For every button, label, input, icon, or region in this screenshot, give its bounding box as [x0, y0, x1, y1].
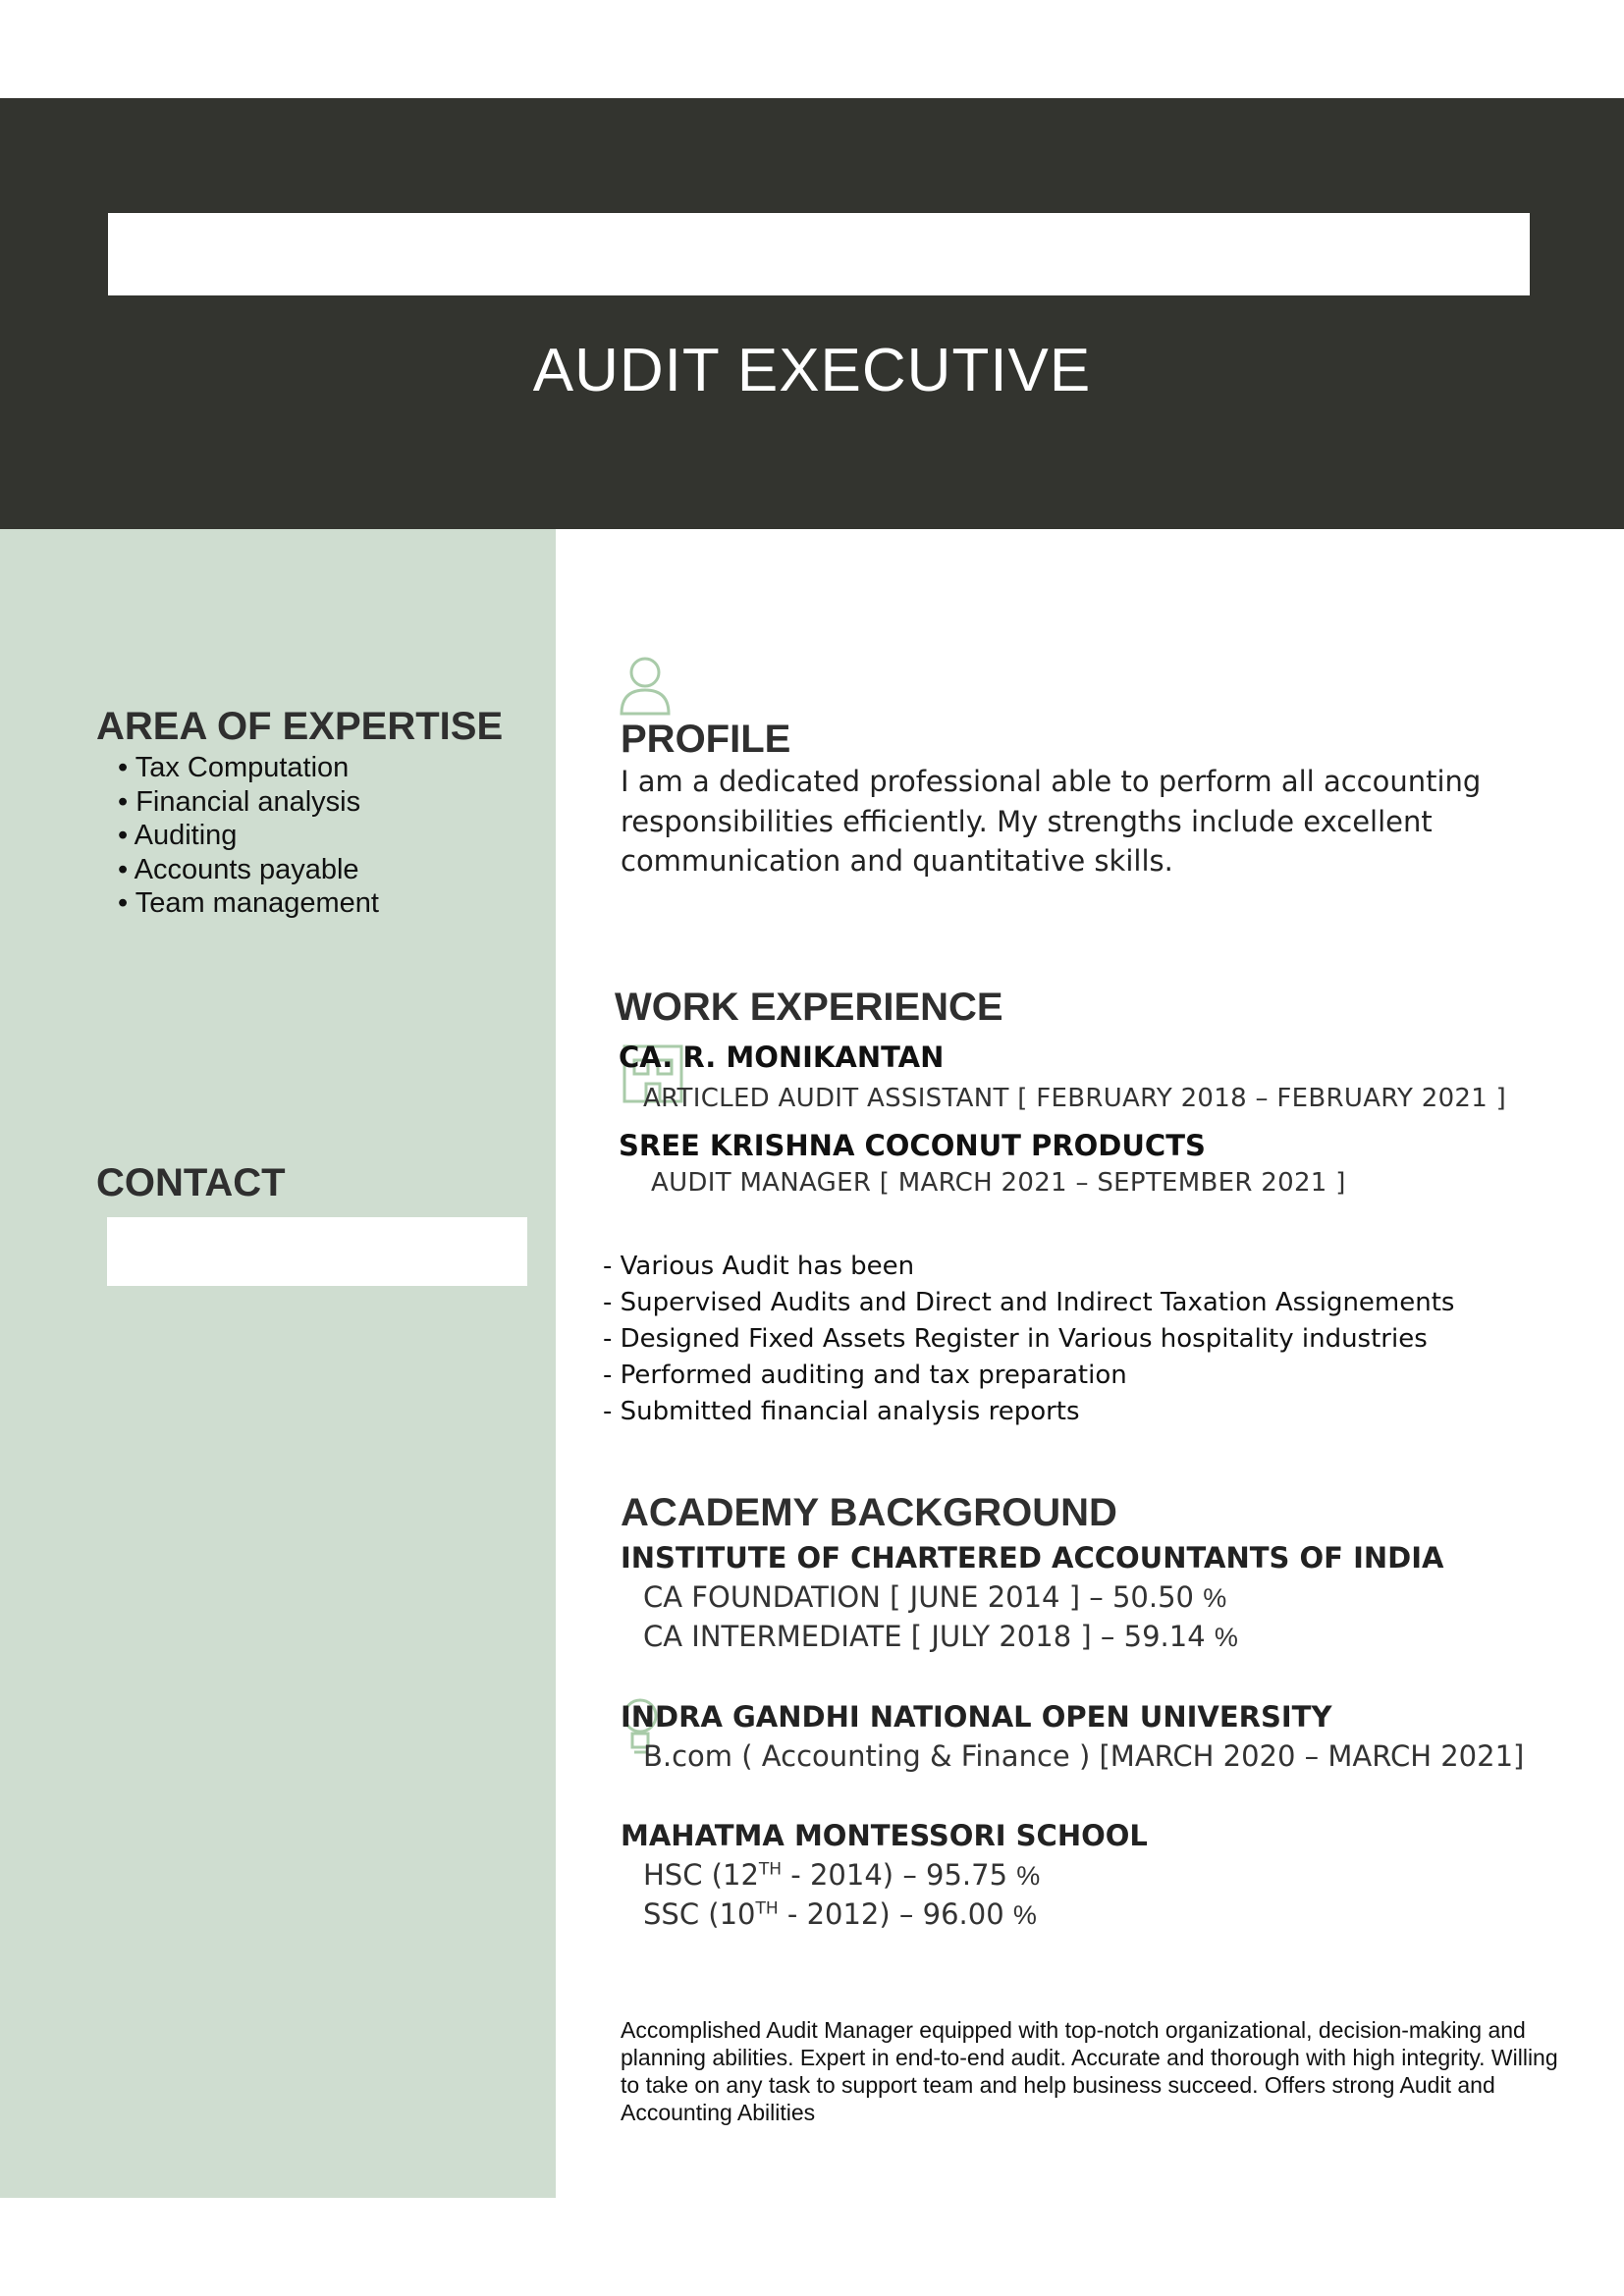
institution-name: INSTITUTE OF CHARTERED ACCOUNTANTS OF INDIA — [621, 1541, 1444, 1575]
academy-heading: ACADEMY BACKGROUND — [621, 1491, 1117, 1534]
employer-name: CA. R. MONIKANTAN — [619, 1041, 945, 1074]
list-item: • Tax Computation — [118, 752, 350, 783]
institution-name: MAHATMA MONTESSORI SCHOOL — [621, 1819, 1148, 1852]
list-item: - Supervised Audits and Direct and Indirect Taxation Assignements — [603, 1288, 1455, 1317]
qualification: HSC (12TH - 2014) – 95.75 % — [643, 1858, 1041, 1892]
contact-heading: CONTACT — [96, 1161, 286, 1204]
qualification: CA INTERMEDIATE [ JULY 2018 ] – 59.14 % — [643, 1620, 1238, 1653]
summary-text: Accomplished Audit Manager equipped with top-notch organizational, decision-making and planning abilities. Expert in end-to-end audit. Accurate and thorough with high integrity. Willing to take on any task to support team and help business succeed. Offers strong Audit and Accounting Abilities — [621, 2017, 1558, 2125]
list-item: • Auditing — [118, 820, 238, 851]
person-icon — [617, 653, 674, 718]
list-item: • Accounts payable — [118, 853, 359, 885]
list-item: - Submitted financial analysis reports — [603, 1397, 1080, 1426]
list-item: - Performed auditing and tax preparation — [603, 1361, 1127, 1390]
name-redaction-box — [108, 213, 1530, 295]
header-band — [0, 98, 1624, 529]
work-experience-heading: WORK EXPERIENCE — [615, 986, 1003, 1029]
list-item: - Designed Fixed Assets Register in Various hospitality industries — [603, 1324, 1428, 1354]
qualification: SSC (10TH - 2012) – 96.00 % — [643, 1897, 1037, 1931]
profile-heading: PROFILE — [621, 718, 791, 761]
job-role: ARTICLED AUDIT ASSISTANT [ FEBRUARY 2018 – FEBRUARY 2021 ] — [643, 1084, 1507, 1113]
employer-name: SREE KRISHNA COCONUT PRODUCTS — [619, 1129, 1206, 1162]
expertise-heading: AREA OF EXPERTISE — [96, 705, 504, 748]
list-item: - Various Audit has been — [603, 1252, 915, 1281]
expertise-list — [118, 751, 379, 921]
contact-redaction-box — [107, 1217, 527, 1286]
list-item: • Team management — [118, 887, 379, 919]
profile-text: I am a dedicated professional able to perform all accounting responsibilities efficiently. My strengths include excellent communication and quantitative skills. — [621, 765, 1482, 878]
job-title: AUDIT EXECUTIVE — [532, 337, 1092, 404]
qualification: CA FOUNDATION [ JUNE 2014 ] – 50.50 % — [643, 1580, 1227, 1614]
qualification: B.com ( Accounting & Finance ) [MARCH 2020 – MARCH 2021] — [643, 1739, 1525, 1773]
job-role: AUDIT MANAGER [ MARCH 2021 – SEPTEMBER 2021 ] — [651, 1168, 1346, 1198]
institution-name: INDRA GANDHI NATIONAL OPEN UNIVERSITY — [621, 1700, 1332, 1734]
duties-list — [603, 1249, 1454, 1430]
list-item: • Financial analysis — [118, 785, 361, 818]
